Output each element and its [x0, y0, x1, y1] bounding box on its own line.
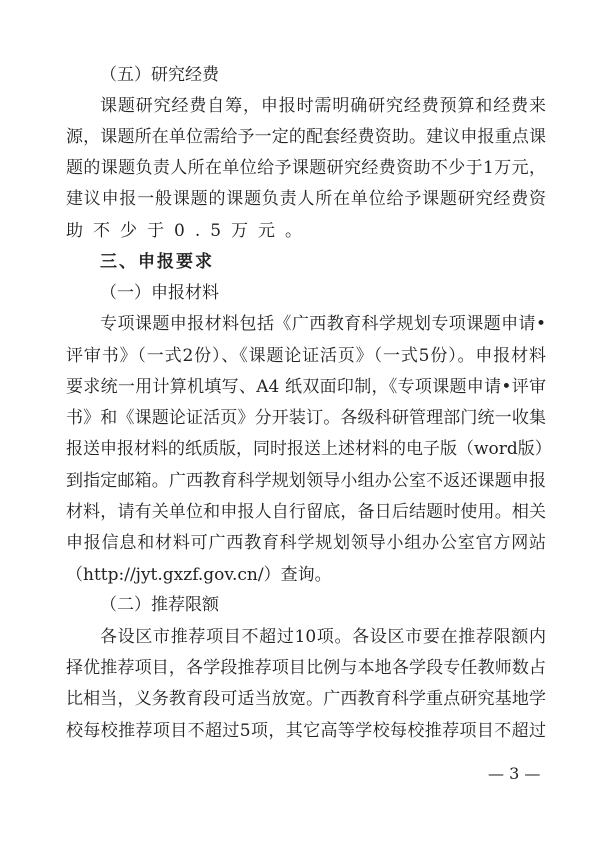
paragraph-line: 校每校推荐项目不超过5项，其它高等学校每校推荐项目不超过	[66, 721, 546, 741]
paragraph-line: 报送申报材料的纸质版，同时报送上述材料的电子版（word版）	[66, 439, 552, 459]
page-number: — 3 —	[488, 764, 541, 783]
paragraph-line: 比相当，义务教育段可适当放宽。广西教育科学重点研究基地学	[66, 689, 546, 709]
chapter-heading: 三、申报要求	[100, 252, 214, 272]
paragraph-line: 专项课题申报材料包括《广西教育科学规划专项课题申请•	[100, 314, 546, 334]
section-heading: （一）申报材料	[100, 283, 219, 303]
paragraph-line: 书》和《课题论证活页》分开装订。各级科研管理部门统一收集	[66, 408, 546, 428]
paragraph-line: 助不少于0.5万元。	[66, 221, 313, 241]
paragraph-line: 申报信息和材料可广西教育科学规划领导小组办公室官方网站	[66, 533, 546, 553]
paragraph-line: 题的课题负责人所在单位给予课题研究经费资助不少于1万元，	[66, 158, 546, 178]
website-link[interactable]: （http://jyt.gxzf.gov.cn/）查询。	[66, 565, 332, 585]
paragraph-line: 到指定邮箱。广西教育科学规划领导小组办公室不返还课题申报	[66, 471, 546, 491]
paragraph-line: 择优推荐项目，各学段推荐项目比例与本地各学段专任教师数占	[66, 658, 546, 678]
paragraph-line: 课题研究经费自筹，申报时需明确研究经费预算和经费来	[100, 96, 546, 116]
paragraph-line: 材料，请有关单位和申报人自行留底，备日后结题时使用。相关	[66, 502, 546, 522]
section-heading: （五）研究经费	[100, 65, 219, 85]
paragraph-line: 评审书》（一式2份）、《课题论证活页》（一式5份）。申报材料	[66, 346, 546, 366]
paragraph-line: 源，课题所在单位需给予一定的配套经费资助。建议申报重点课	[66, 127, 546, 147]
paragraph-line: 要求统一用计算机填写、A4 纸双面印制，《专项课题申请•评审	[66, 377, 546, 397]
paragraph-line: 各设区市推荐项目不超过10项。各设区市要在推荐限额内	[100, 627, 546, 647]
paragraph-line: 建议申报一般课题的课题负责人所在单位给予课题研究经费资	[66, 189, 546, 209]
section-heading: （二）推荐限额	[100, 595, 219, 615]
